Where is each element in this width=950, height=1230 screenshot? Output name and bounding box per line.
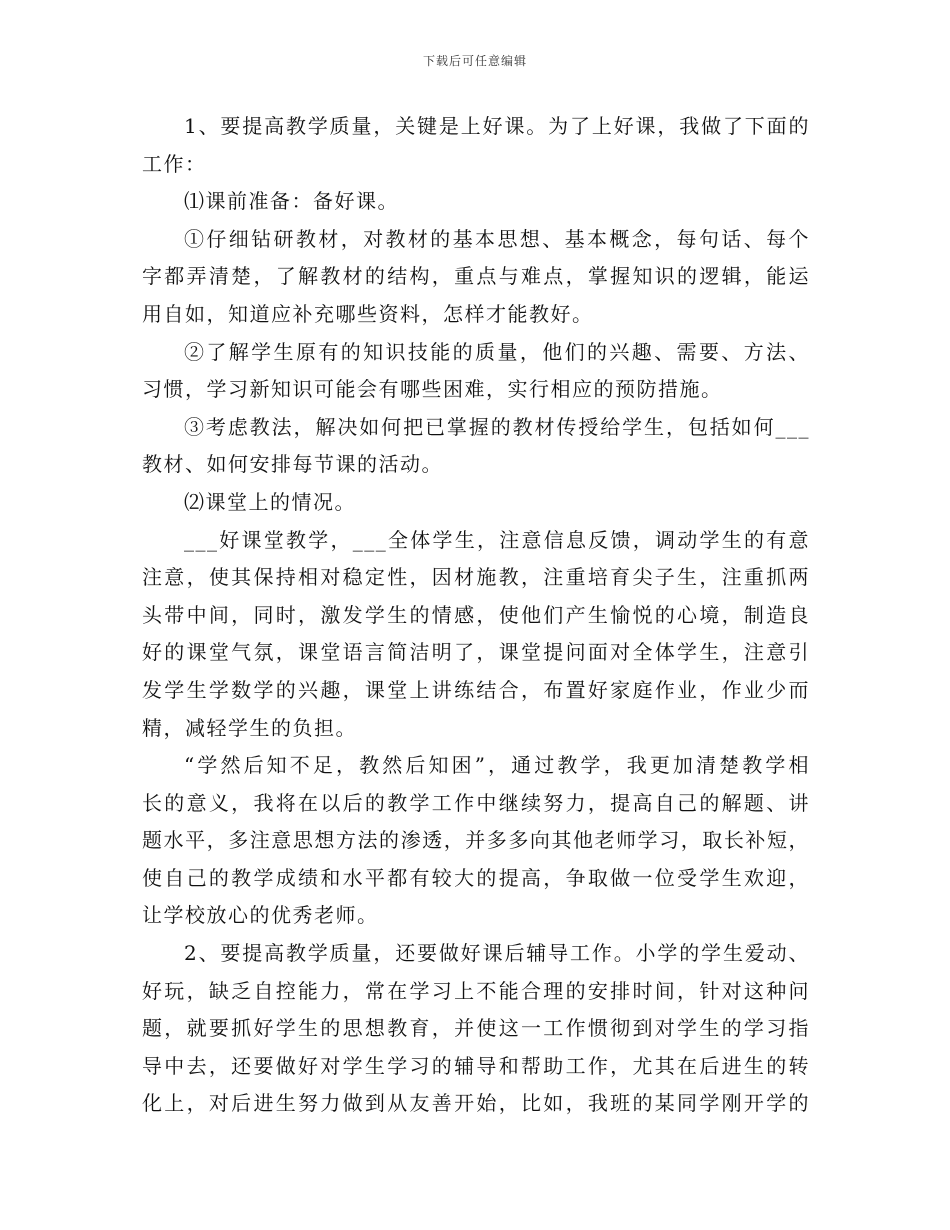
text-line: ①仔细钻研教材，对教材的基本思想、基本概念，每句话、每个: [184, 226, 810, 251]
text-line: ③考虑教法，解决如何把已掌握的教材传授给学生，包括如何___: [184, 414, 810, 439]
text-line: 发学生学数学的兴趣，课堂上讲练结合，布置好家庭作业，作业少而: [142, 677, 810, 702]
text-line: 好的课堂气氛，课堂语言简洁明了，课堂提问面对全体学生，注意引: [142, 640, 810, 665]
text-line: 化上，对后进生努力做到从友善开始，比如，我班的某同学刚开学的: [142, 1091, 810, 1116]
page-header: 下载后可任意编辑: [422, 54, 527, 68]
text-line: 1、要提高教学质量，关键是上好课。为了上好课，我做了下面的: [184, 114, 810, 138]
text-line: 精，减轻学生的负担。: [142, 715, 357, 740]
text-line: ⑵课堂上的情况。: [184, 489, 356, 514]
text-line: ②了解学生原有的知识技能的质量，他们的兴趣、需要、方法、: [184, 339, 810, 364]
text-line: 教材、如何安排每节课的活动。: [142, 452, 443, 477]
text-line: 字都弄清楚，了解教材的结构，重点与难点，掌握知识的逻辑，能运: [142, 264, 810, 289]
text-line: 好玩，缺乏自控能力，常在学习上不能合理的安排时间，针对这种问: [142, 978, 810, 1003]
text-line: ⑴课前准备：备好课。: [184, 189, 399, 214]
text-line: 题，就要抓好学生的思想教育，并使这一工作惯彻到对学生的学习指: [142, 1016, 810, 1041]
text-line: ___好课堂教学，___全体学生，注意信息反馈，调动学生的有意: [184, 527, 810, 552]
text-line: 2、要提高教学质量，还要做好课后辅导工作。小学的学生爱动、: [184, 941, 810, 966]
text-line: 让学校放心的优秀老师。: [142, 903, 379, 928]
text-line: 使自己的教学成绩和水平都有较大的提高，争取做一位受学生欢迎，: [142, 865, 810, 890]
text-line: 长的意义，我将在以后的教学工作中继续努力，提高自己的解题、讲: [142, 790, 810, 815]
text-line: 工作：: [142, 151, 207, 176]
text-line: 题水平，多注意思想方法的渗透，并多多向其他老师学习，取长补短，: [142, 828, 810, 853]
text-line: 导中去，还要做好对学生学习的辅导和帮助工作，尤其在后进生的转: [142, 1053, 810, 1078]
text-line: 用自如，知道应补充哪些资料，怎样才能教好。: [142, 301, 594, 326]
text-line: “学然后知不足，教然后知困”，通过教学，我更加清楚教学相: [184, 753, 810, 778]
text-line: 注意，使其保持相对稳定性，因材施教，注重培育尖子生，注重抓两: [142, 565, 810, 590]
document-body: [142, 108, 810, 1123]
text-line: 习惯，学习新知识可能会有哪些困难，实行相应的预防措施。: [142, 377, 723, 402]
text-line: 头带中间，同时，激发学生的情感，使他们产生愉悦的心境，制造良: [142, 602, 810, 627]
